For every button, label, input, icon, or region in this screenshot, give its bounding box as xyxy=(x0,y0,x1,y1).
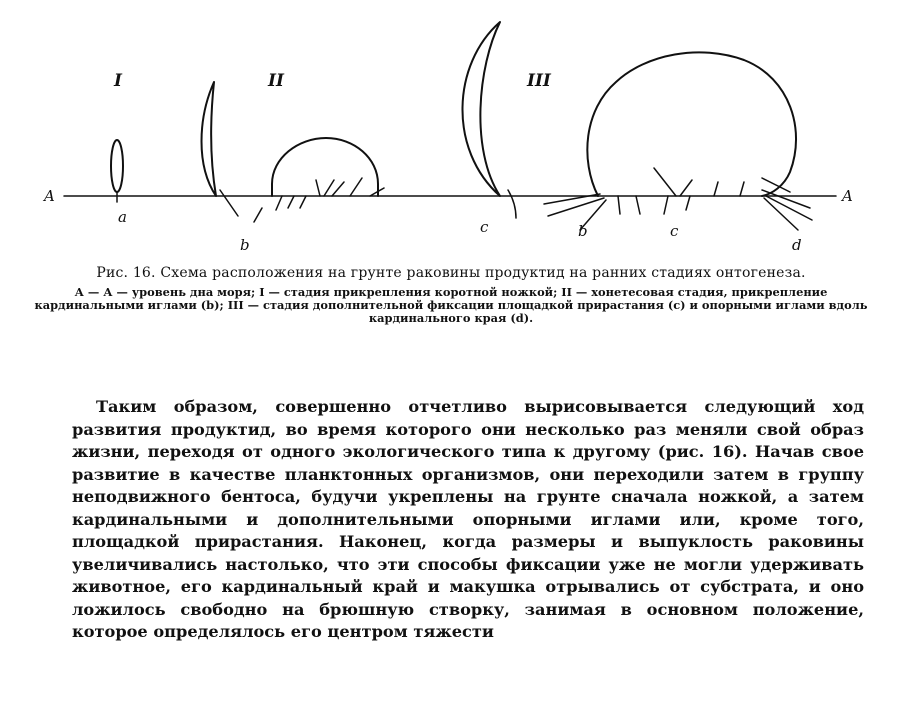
stage-2-dome-shell xyxy=(272,138,378,196)
stage-label-2: II xyxy=(268,71,284,91)
point-label-a: a xyxy=(118,208,127,226)
stage-label-1: I xyxy=(114,71,122,91)
level-label-right: A xyxy=(842,187,853,205)
stage-3-crescent-shell xyxy=(462,22,500,196)
point-label-c-2: c xyxy=(670,222,679,240)
stage-2-crescent-shell xyxy=(202,82,217,196)
caption-main: Рис. 16. Схема расположения на грунте раковины продуктид на ранних стадиях онтогенеза. xyxy=(96,265,806,281)
point-label-b-1: b xyxy=(240,236,250,254)
body-paragraph: Таким образом, совершенно отчетливо вырисовывается следующий ход развития продуктид, во время которого они несколько раз меняли свой образ жизни, переходя от одного экологического типа к другому (рис. 16). Начав свое развитие в качестве планктонных организмов, они переходили затем в группу неподвижного бентоса, будучи укреплены на грунте сначала ножкой, а затем кардинальными и дополнительными опорными иглами или, кроме того, площадкой прирастания. Наконец, когда размеры и выпуклость раковины увеличивались настолько, что эти способы фиксации уже не могли удерживать животное, его кардинальный край и макушка отрывались от субстрата, и оно ложилось свободно на брюшную створку, занимая в основном положение, которое определялось его центром тяжести xyxy=(72,397,864,641)
figure-caption xyxy=(26,264,876,325)
stage-label-3: III xyxy=(527,71,551,91)
stage-3-spines xyxy=(544,168,812,230)
point-label-c-1: c xyxy=(480,218,489,236)
stage-1-shell xyxy=(111,140,123,192)
ontogeny-diagram xyxy=(0,0,903,262)
stage-3-crescent-spine xyxy=(508,190,516,218)
stage-2-spines xyxy=(254,178,384,222)
point-label-b-2: b xyxy=(578,222,588,240)
caption-detail: А — А — уровень дна моря; I — стадия прикрепления коротной ножкой; II — хонетесовая стадия, прикрепление кардинальными иглами (b); III — стадия дополнительной фиксации площадкой прирастания (c) и опорными иглами вдоль кардинального края (d). xyxy=(34,285,868,325)
stage-3-dome-shell xyxy=(587,52,796,196)
stage-2-spine xyxy=(220,190,238,216)
point-label-d: d xyxy=(792,236,802,254)
level-label-left: A xyxy=(44,187,55,205)
diagram-svg xyxy=(0,0,903,262)
